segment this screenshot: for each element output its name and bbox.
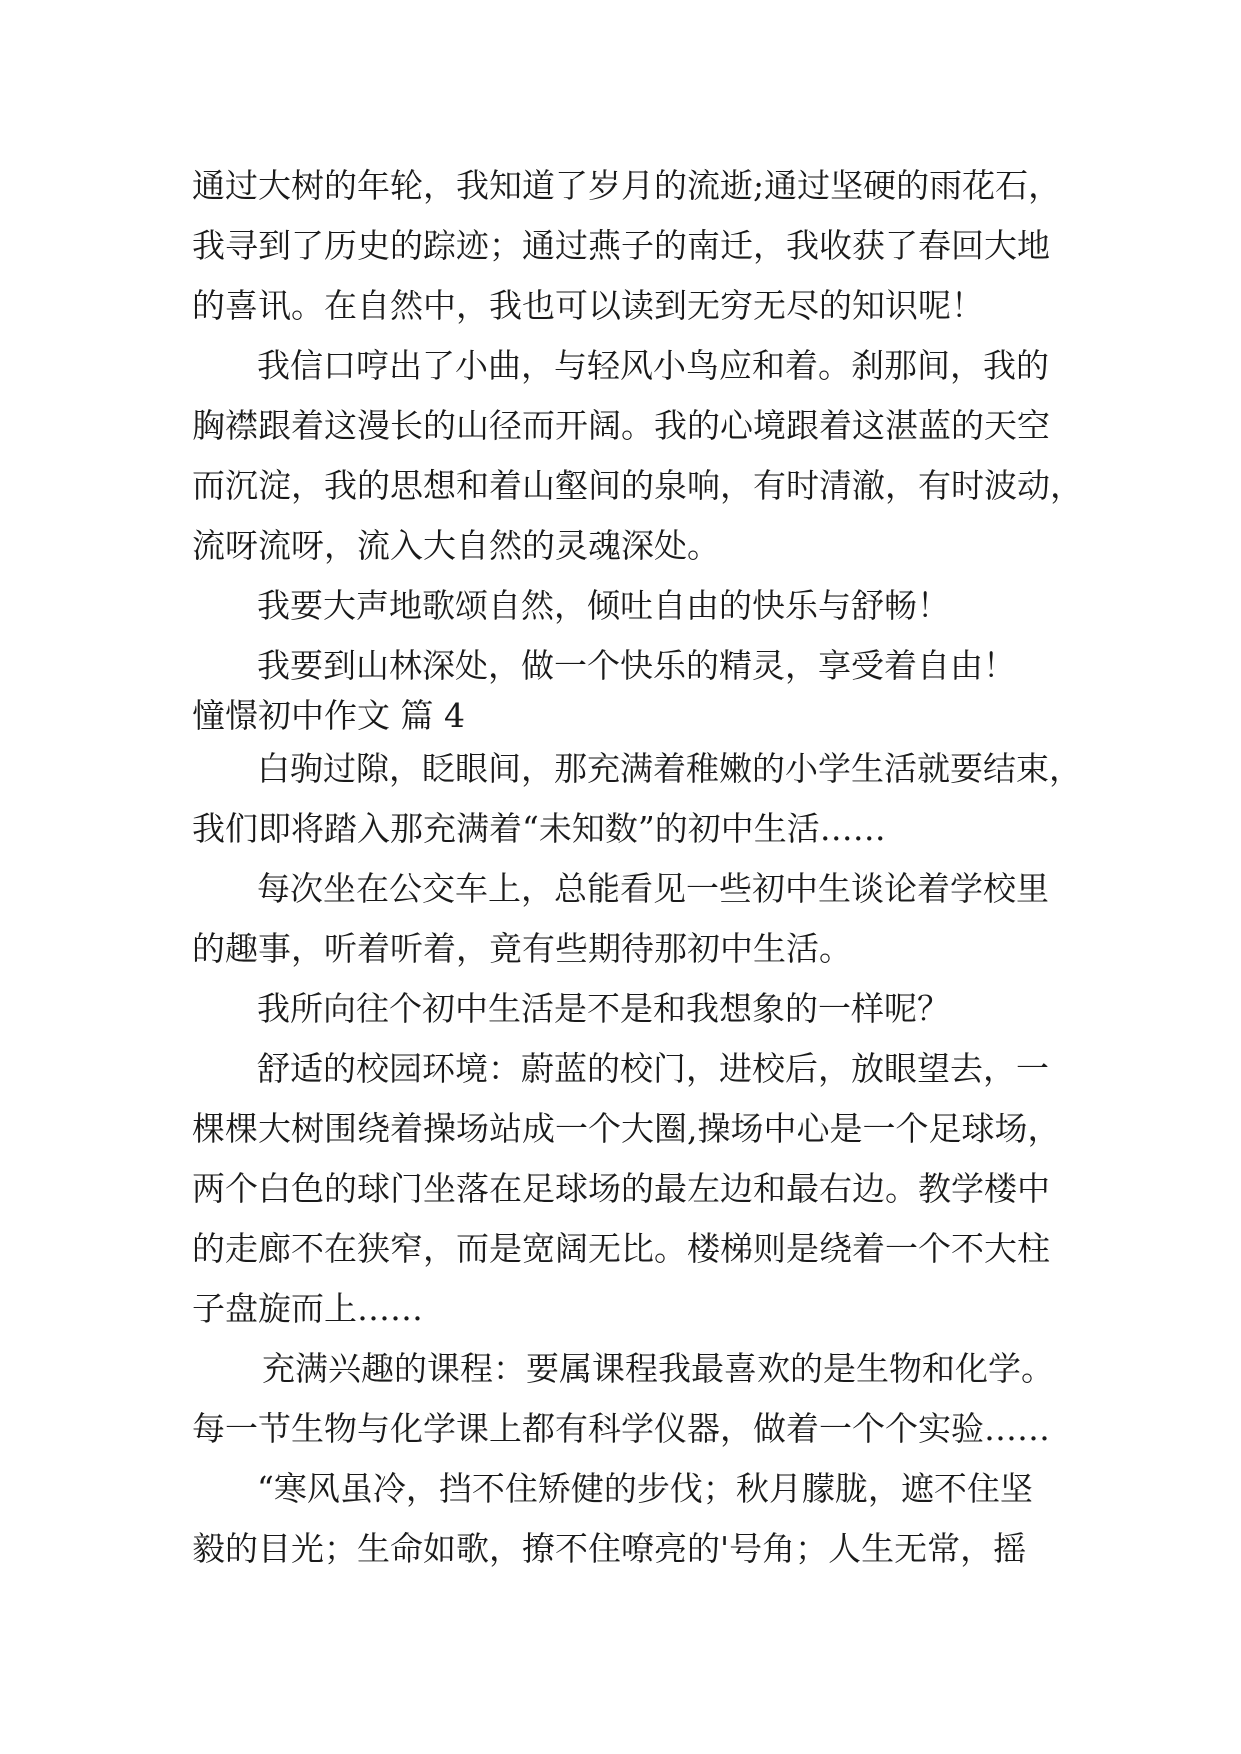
- text-line: 的走廊不在狭窄，而是宽阔无比。楼梯则是绕着一个不大柱: [192, 1229, 1050, 1268]
- text-line: 我要大声地歌颂自然，倾吐自由的快乐与舒畅！: [257, 586, 950, 625]
- text-line: 白驹过隙，眨眼间，那充满着稚嫩的小学生活就要结束，: [257, 749, 1082, 788]
- text-line: 两个白色的球门坐落在足球场的最左边和最右边。教学楼中: [192, 1169, 1050, 1208]
- text-line: 棵棵大树围绕着操场站成一个大圈,操场中心是一个足球场，: [192, 1109, 1061, 1148]
- text-line: 每一节生物与化学课上都有科学仪器，做着一个个实验……: [192, 1409, 1050, 1448]
- text-line: 充满兴趣的课程：要属课程我最喜欢的是生物和化学。: [262, 1349, 1054, 1388]
- text-line: 的喜讯。在自然中，我也可以读到无穷无尽的知识呢！: [192, 286, 984, 325]
- text-line: 通过大树的年轮，我知道了岁月的流逝;通过坚硬的雨花石，: [192, 166, 1062, 205]
- text-line: 胸襟跟着这漫长的山径而开阔。我的心境跟着这湛蓝的天空: [192, 406, 1050, 445]
- text-line: 毅的目光；生命如歌，撩不住嘹亮的'号角；人生无常，摇: [192, 1529, 1027, 1568]
- text-line: 我寻到了历史的踪迹；通过燕子的南迁，我收获了春回大地: [192, 226, 1050, 265]
- text-line: 我们即将踏入那充满着“未知数”的初中生活……: [192, 809, 886, 848]
- text-line: “寒风虽冷，挡不住矫健的步伐；秋月朦胧，遮不住坚: [257, 1469, 1033, 1508]
- text-line: 舒适的校园环境：蔚蓝的校门，进校后，放眼望去，一: [257, 1049, 1049, 1088]
- text-line: 的趣事，听着听着，竟有些期待那初中生活。: [192, 929, 852, 968]
- section-heading: 憧憬初中作文 篇 4: [192, 696, 465, 735]
- text-line: 流呀流呀，流入大自然的灵魂深处。: [192, 526, 720, 565]
- text-line: 子盘旋而上……: [192, 1289, 423, 1328]
- text-line: 我要到山林深处，做一个快乐的精灵，享受着自由！: [257, 646, 1016, 685]
- text-line: 每次坐在公交车上，总能看见一些初中生谈论着学校里: [257, 869, 1049, 908]
- text-line: 我所向往个初中生活是不是和我想象的一样呢？: [257, 989, 950, 1028]
- text-line: 而沉淀，我的思想和着山壑间的泉响，有时清澈，有时波动，: [192, 466, 1083, 505]
- text-line: 我信口哼出了小曲，与轻风小鸟应和着。刹那间，我的: [257, 346, 1049, 385]
